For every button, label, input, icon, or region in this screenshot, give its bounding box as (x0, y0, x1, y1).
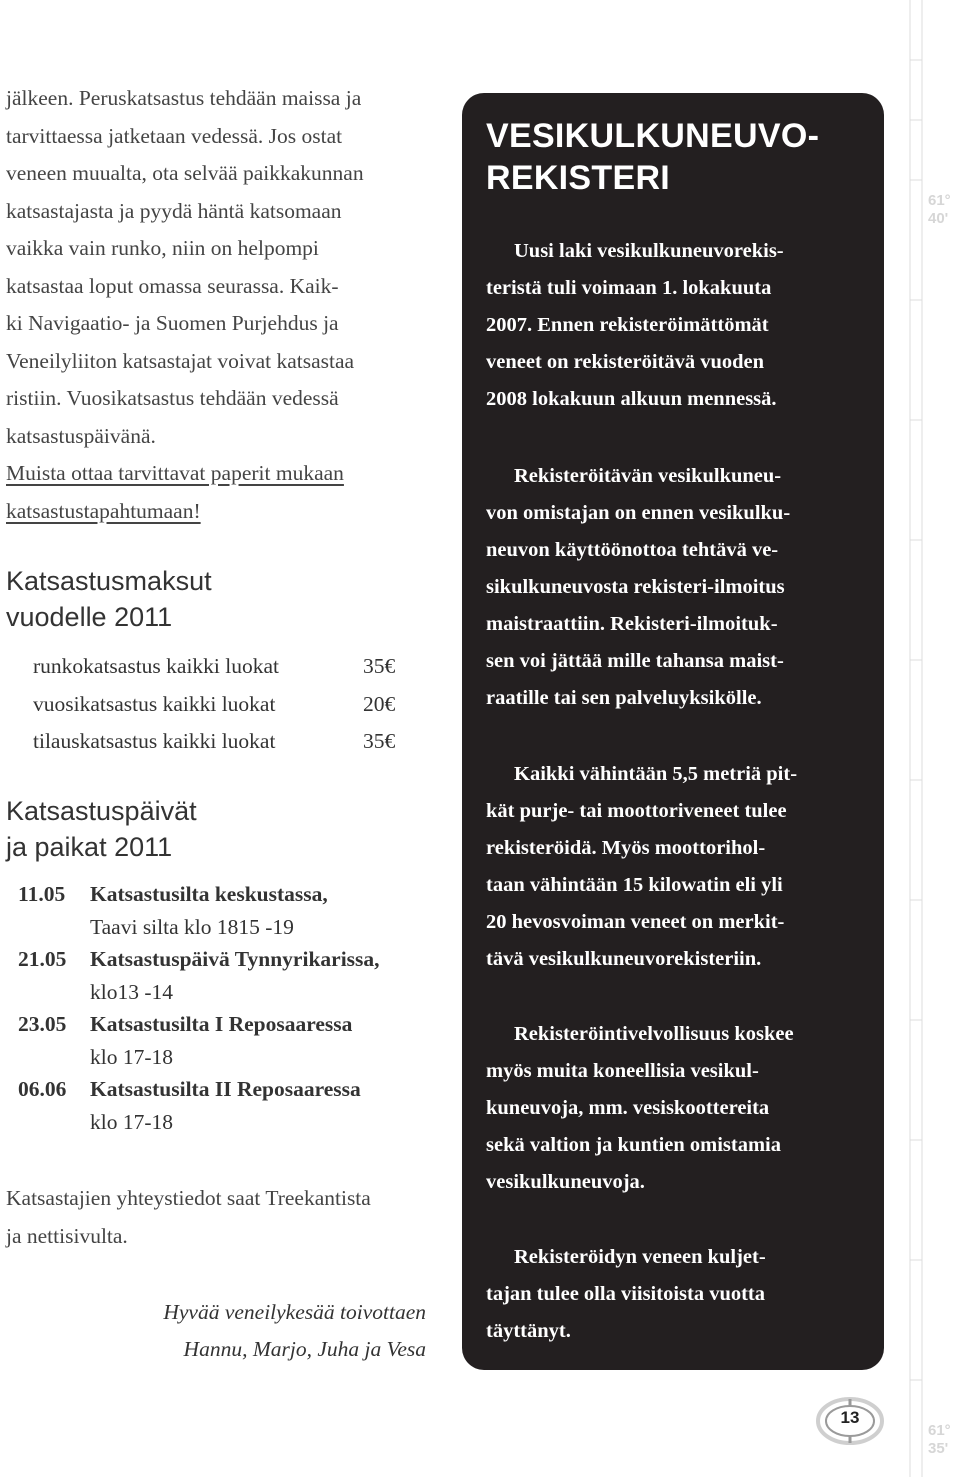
box-paragraph (486, 1016, 794, 1201)
latitude-minutes: 40' (928, 210, 949, 227)
list-item (18, 1008, 458, 1073)
table-row (33, 686, 395, 724)
text-line: sen voi jättää mille tahansa maist- (486, 650, 784, 672)
fees-heading (6, 563, 212, 635)
latitude-minutes: 35' (928, 1440, 949, 1457)
text-line: katsastuspäivänä. (6, 423, 156, 448)
event-date: 23.05 (18, 1012, 67, 1036)
text-line: katsastajasta ja pyydä häntä katsomaan (6, 198, 342, 223)
text-line: von omistajan on ennen vesikulku- (486, 502, 791, 524)
heading-line: Katsastusmaksut (6, 566, 212, 596)
registry-info-box (462, 93, 884, 1370)
text-line: ja nettisivulta. (6, 1223, 128, 1248)
coordinate-label (928, 1422, 951, 1458)
text-line: katsastaa loput omassa seurassa. Kaik- (6, 273, 339, 298)
coordinate-label (928, 192, 951, 228)
fee-price: 20€ (363, 691, 396, 716)
text-line: 2007. Ennen rekisteröimättömät (486, 314, 769, 336)
fee-name: vuosikatsastus kaikki luokat (33, 691, 276, 716)
box-paragraph (486, 233, 784, 418)
text-line: vesikulkuneuvoja. (486, 1171, 645, 1193)
text-line: Katsastajien yhteystiedot saat Treekantista (6, 1186, 371, 1210)
event-date: 21.05 (18, 947, 67, 971)
text-line: Rekisteröidyn veneen kuljet- (514, 1246, 766, 1268)
text-line: jälkeen. Peruskatsastus tehdään maissa ja (6, 86, 362, 110)
page-number: 13 (840, 1408, 860, 1427)
box-paragraph (486, 756, 797, 978)
event-detail: klo 17-18 (90, 1109, 174, 1134)
text-line: Rekisteröitävän vesikulkuneu- (514, 465, 782, 487)
text-line: raatille tai sen palveluyksikölle. (486, 687, 762, 709)
text-line: ki Navigaatio- ja Suomen Purjehdus ja (6, 311, 339, 335)
heading-line: Katsastuspäivät (6, 796, 197, 826)
reminder-line: katsastustapahtumaan! (6, 498, 201, 523)
text-line: myös muita koneellisia vesikul- (486, 1060, 759, 1082)
fees-table (33, 648, 395, 761)
text-line: veneet on rekisteröitävä vuoden (486, 351, 765, 373)
reminder-paragraph (6, 455, 446, 530)
text-line: taan vähintään 15 kilowatin eli yli (486, 874, 783, 896)
text-line: 20 hevosvoiman veneet on merkit- (486, 911, 785, 933)
greeting-line: Hyvää veneilykesää toivottaen (163, 1300, 426, 1324)
latitude-degrees: 61° (928, 192, 951, 209)
event-title: Katsastusilta keskustassa, (90, 882, 328, 906)
event-description (90, 878, 328, 943)
list-item (18, 943, 458, 1008)
event-date: 06.06 (18, 1077, 67, 1101)
event-description (90, 943, 380, 1008)
text-line: Kaikki vähintään 5,5 metriä pit- (514, 763, 798, 785)
event-title: Katsastuspäivä Tynnyrikarissa, (90, 947, 380, 971)
list-item (18, 878, 458, 943)
heading-line: vuodelle 2011 (6, 602, 173, 632)
greeting (163, 1294, 426, 1368)
page-number-badge (815, 1396, 885, 1446)
event-detail: Taavi silta klo 1815 -19 (90, 914, 294, 939)
list-item (18, 1073, 458, 1138)
text-line: veneen muualta, ota selvää paikkakunnan (6, 161, 364, 185)
fee-name: tilauskatsastus kaikki luokat (33, 729, 276, 754)
table-row (33, 648, 395, 686)
text-line: neuvon käyttöönottoa tehtävä ve- (486, 539, 779, 561)
dates-heading (6, 793, 197, 865)
text-line: Rekisteröintivelvollisuus koskee (514, 1023, 794, 1045)
fee-price: 35€ (363, 654, 396, 679)
box-paragraph (486, 1239, 766, 1350)
box-title (486, 115, 819, 199)
text-line: Veneilyliiton katsastajat voivat katsastaa (6, 348, 355, 373)
text-line: tajan tulee olla viisitoista vuotta (486, 1283, 766, 1305)
text-line: kät purje- tai moottoriveneet tulee (486, 800, 787, 822)
text-line: vaikka vain runko, niin on helpompi (6, 236, 319, 260)
margin-ruler (900, 0, 960, 1477)
signature-names: Hannu, Marjo, Juha ja Vesa (183, 1337, 426, 1361)
text-line: Uusi laki vesikulkuneuvorekis- (514, 240, 784, 262)
fee-price: 35€ (363, 729, 396, 754)
heading-line: ja paikat 2011 (6, 832, 173, 862)
text-line: 2008 lokakuun alkuun mennessä. (486, 388, 777, 410)
text-line: täyttänyt. (486, 1320, 571, 1342)
event-description (90, 1008, 352, 1073)
text-line: kuneuvoja, mm. vesiskoottereita (486, 1097, 770, 1119)
reminder-line: Muista ottaa tarvittavat paperit mukaan (6, 461, 344, 485)
text-line: sikulkuneuvosta rekisteri-ilmoitus (486, 576, 785, 598)
intro-paragraph (6, 80, 446, 455)
event-detail: klo13 -14 (90, 979, 174, 1004)
event-description (90, 1073, 361, 1138)
title-line: REKISTERI (486, 159, 671, 197)
left-column (6, 80, 446, 530)
event-detail: klo 17-18 (90, 1044, 174, 1069)
latitude-degrees: 61° (928, 1422, 951, 1439)
event-title: Katsastusilta II Reposaaressa (90, 1077, 361, 1101)
fee-name: runkokatsastus kaikki luokat (33, 654, 280, 679)
text-line: rekisteröidä. Myös moottorihol- (486, 837, 766, 859)
text-line: sekä valtion ja kuntien omistamia (486, 1134, 781, 1156)
event-date: 11.05 (18, 882, 66, 906)
table-row (33, 723, 395, 761)
box-paragraph (486, 458, 790, 717)
text-line: teristä tuli voimaan 1. lokakuuta (486, 277, 772, 299)
event-title: Katsastusilta I Reposaaressa (90, 1012, 353, 1036)
text-line: tävä vesikulkuneuvorekisteriin. (486, 948, 762, 970)
text-line: tarvittaessa jatketaan vedessä. Jos ostat (6, 123, 343, 148)
text-line: ristiin. Vuosikatsastus tehdään vedessä (6, 386, 339, 410)
contact-paragraph (6, 1180, 371, 1255)
dates-list (18, 878, 458, 1138)
title-line: VESIKULKUNEUVO- (486, 117, 820, 155)
text-line: maistraattiin. Rekisteri-ilmoituk- (486, 613, 778, 635)
